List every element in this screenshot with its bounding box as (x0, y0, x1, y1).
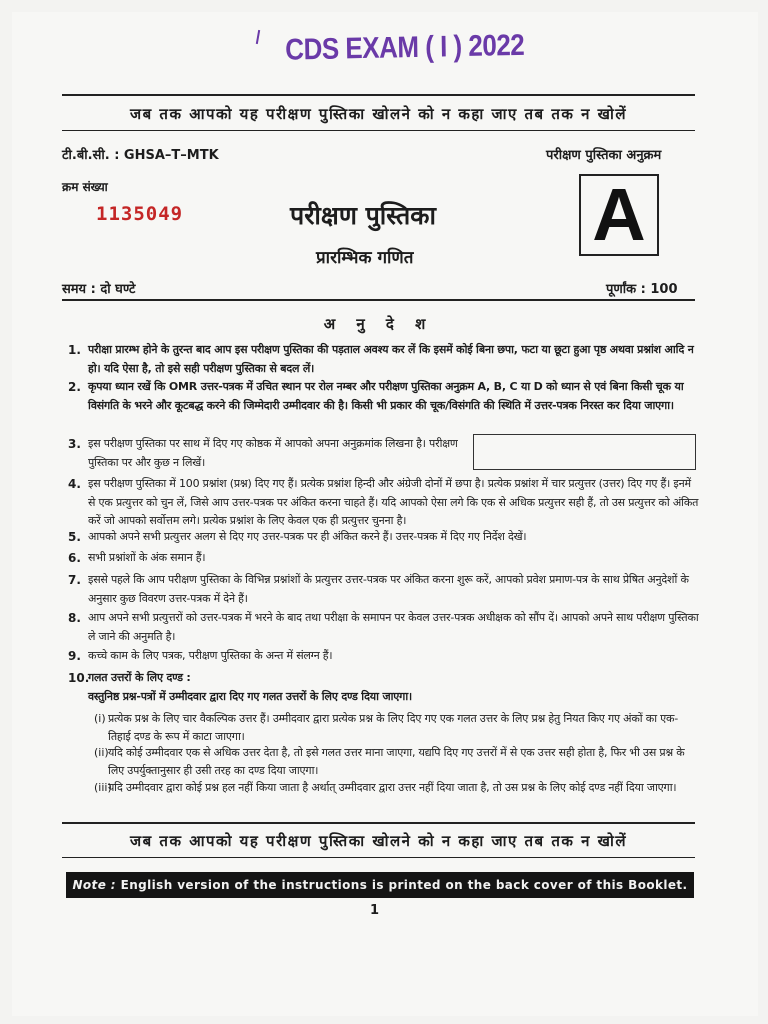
instruction-text: आप अपने सभी प्रत्युत्तरों को उत्तर-पत्रक में भरने के बाद तथा परीक्षा के समापन पर केवल उत्तर-पत्रक अधीक्षक को सौंप दें। आपको अपने साथ परीक्षण पुस्तिका ले जाने की अनुमति है। (88, 611, 699, 643)
english-note-bar (66, 872, 694, 898)
instruction-item (68, 435, 463, 472)
banner-rule (62, 130, 695, 131)
time-allowed: समय : दो घण्टे (62, 282, 136, 297)
series-box (579, 174, 659, 256)
penalty-number: (i) (94, 712, 106, 725)
instruction-number: 1. (68, 343, 81, 357)
instruction-text: इस परीक्षण पुस्तिका पर साथ में दिए गए कोष्ठक में आपको अपना अनुक्रमांक लिखना है। परीक्षण पुस्तिका पर और कुछ न लिखें। (88, 437, 458, 469)
penalty-text: प्रत्येक प्रश्न के लिए चार वैकल्पिक उत्तर हैं। उम्मीदवार द्वारा प्रत्येक प्रश्न के लिए दिए गए एक गलत उत्तर के लिए प्रश्न हेतु नियत किए गए अंकों का एक-तिहाई दण्ड के रूप में काटा जाएगा। (108, 712, 679, 743)
instruction-item (68, 647, 700, 666)
page-number: 1 (370, 903, 380, 918)
penalty-number: (iii) (94, 781, 112, 794)
instruction-item (68, 378, 700, 415)
note-label: Note : (72, 878, 117, 892)
serial-number: 1135049 (96, 203, 184, 225)
instruction-number: 10. (68, 671, 90, 685)
penalty-intro (88, 688, 698, 706)
instruction-text: परीक्षा प्रारम्भ होने के तुरन्त बाद आप इस परीक्षण पुस्तिका की पड़ताल अवश्य कर लें कि इसमें कोई बिना छपा, फटा या छूटा हुआ पृष्ठ अथवा प्रश्नांश आदि न हो। यदि ऐसा है, तो इसे सही परीक्षण पुस्तिका से बदल लें। (88, 343, 694, 375)
instruction-text: सभी प्रश्नांशों के अंक समान हैं। (88, 551, 206, 564)
roll-number-box[interactable] (473, 434, 696, 470)
bottom-rule (62, 822, 695, 824)
instructions-heading: अ नु दे श (323, 315, 434, 333)
penalty-intro-text: वस्तुनिष्ठ प्रश्न-पत्रों में उम्मीदवार द्वारा दिए गए गलत उत्तरों के लिए दण्ड दिया जाएगा। (88, 690, 412, 703)
instruction-number: 8. (68, 611, 81, 625)
instruction-number: 6. (68, 551, 81, 565)
penalty-item (88, 779, 698, 797)
penalty-item (88, 744, 698, 780)
top-rule (62, 94, 695, 96)
penalty-item (88, 710, 698, 746)
header-rule (62, 299, 695, 301)
booklet-title: परीक्षण पुस्तिका (290, 201, 436, 230)
instruction-number: 7. (68, 573, 81, 587)
serial-label: क्रम संख्या (62, 180, 108, 194)
instruction-text: इस परीक्षण पुस्तिका में 100 प्रश्नांश (प्रश्न) दिए गए हैं। प्रत्येक प्रश्नांश हिन्दी और अंग्रेजी दोनों में छपा है। प्रत्येक प्रश्नांश में चार प्रत्युत्तर (उत्तर) दिए गए हैं। इनमें से एक प्रत्युत्तर को चुन लें, जिसे आप उत्तर-पत्रक पर अंकित करना चाहते हैं। यदि आपको ऐसा लगे कि एक से अधिक प्रत्युत्तर सही हैं, तो उस प्रत्युत्तर को अंकित करें जो आपको सर्वोत्तम लगे। प्रत्येक प्रश्नांश के लिए केवल एक ही प्रत्युत्तर चुनना है। (88, 477, 699, 527)
bottom-banner-rule (62, 857, 695, 858)
instruction-item (68, 475, 700, 531)
note-text: English version of the instructions is printed on the back cover of this Booklet. (120, 878, 688, 892)
instruction-text: गलत उत्तरों के लिए दण्ड : (88, 671, 191, 684)
do-not-open-banner-top: जब तक आपको यह परीक्षण पुस्तिका खोलने को न कहा जाए तब तक न खोलें (129, 105, 628, 123)
instruction-text: कच्चे काम के लिए पत्रक, परीक्षण पुस्तिका के अन्त में संलग्न हैं। (88, 649, 333, 662)
instruction-item (68, 609, 700, 646)
series-label: परीक्षण पुस्तिका अनुक्रम (546, 148, 662, 163)
instruction-number: 9. (68, 649, 81, 663)
penalty-text: यदि कोई उम्मीदवार एक से अधिक उत्तर देता है, तो इसे गलत उत्तर माना जाएगा, यद्यपि दिए गए उत्तरों में से एक उत्तर सही होता है, फिर भी उस प्रश्न के लिए उपर्युक्तानुसार ही उसी तरह का दण्ड दिया जाएगा। (108, 746, 685, 777)
do-not-open-banner-bottom: जब तक आपको यह परीक्षण पुस्तिका खोलने को न कहा जाए तब तक न खोलें (129, 832, 628, 850)
penalty-text: यदि उम्मीदवार द्वारा कोई प्रश्न हल नहीं किया जाता है अर्थात् उम्मीदवार द्वारा उत्तर नहीं दिया जाता है, तो उस प्रश्न के लिए कोई दण्ड नहीं दिया जाएगा। (108, 781, 677, 794)
instruction-text: आपको अपने सभी प्रत्युत्तर अलग से दिए गए उत्तर-पत्रक पर ही अंकित करने हैं। उत्तर-पत्रक में दिए गए निर्देश देखें। (88, 530, 527, 543)
instruction-number: 4. (68, 477, 81, 491)
instruction-number: 5. (68, 530, 81, 544)
instruction-text: इससे पहले कि आप परीक्षण पुस्तिका के विभिन्न प्रश्नांशों के प्रत्युत्तर उत्तर-पत्रक पर अंकित करना शुरू करें, आपको प्रवेश प्रमाण-पत्र के साथ प्रेषित अनुदेशों के अनुसार कुछ विवरण उत्तर-पत्रक में देने हैं। (88, 573, 689, 605)
instruction-item (68, 528, 700, 547)
penalty-number: (ii) (94, 746, 109, 759)
instruction-item (68, 669, 700, 688)
instruction-item (68, 571, 700, 608)
booklet-subtitle: प्रारम्भिक गणित (316, 248, 414, 268)
exam-stamp: CDS EXAM ( I ) 2022 (285, 27, 525, 67)
instruction-item (68, 549, 700, 568)
tbc-code: टी.बी.सी. : GHSA–T–MTK (62, 148, 219, 163)
series-letter: A (592, 173, 646, 256)
instruction-number: 2. (68, 380, 81, 394)
max-marks: पूर्णांक : 100 (606, 282, 678, 297)
instruction-text: कृपया ध्यान रखें कि OMR उत्तर-पत्रक में उचित स्थान पर रोल नम्बर और परीक्षण पुस्तिका अनुक्रम A, B, C या D को ध्यान से एवं बिना किसी चूक या विसंगति के भरने और कूटबद्ध करने की जिम्मेदारी उम्मीदवार की है। किसी भी प्रकार की चूक/विसंगति की स्थिति में उत्तर-पत्रक निरस्त कर दिया जाएगा। (88, 380, 684, 412)
instruction-number: 3. (68, 437, 81, 451)
instruction-item (68, 341, 700, 378)
